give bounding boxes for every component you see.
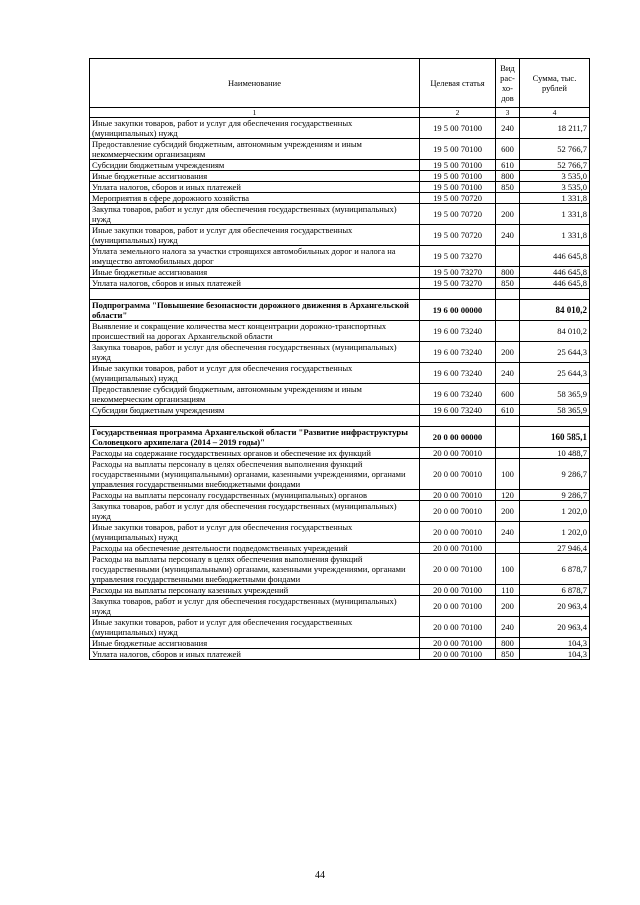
table-row	[90, 321, 590, 342]
sum-cell: 1 331,8	[520, 193, 590, 204]
target-code-cell: 19 5 00 73270	[420, 246, 496, 267]
program-row	[90, 427, 590, 448]
empty-cell	[90, 289, 420, 300]
table-row	[90, 522, 590, 543]
target-code-cell: 20 0 00 70100	[420, 617, 496, 638]
sum-cell: 58 365,9	[520, 384, 590, 405]
column-number-4: 4	[520, 108, 590, 118]
table-row	[90, 617, 590, 638]
name-cell: Иные закупки товаров, работ и услуг для обеспечения государственных (муниципальных) нужд	[90, 225, 420, 246]
table-header-row	[90, 59, 590, 108]
table-row	[90, 459, 590, 490]
target-code-cell: 19 6 00 73240	[420, 363, 496, 384]
table-row	[90, 118, 590, 139]
sum-cell: 446 645,8	[520, 246, 590, 267]
name-cell: Закупка товаров, работ и услуг для обеспечения государственных (муниципальных) нужд	[90, 596, 420, 617]
name-cell: Иные закупки товаров, работ и услуг для обеспечения государственных (муниципальных) нужд	[90, 118, 420, 139]
target-code-cell: 20 0 00 70100	[420, 596, 496, 617]
sum-cell: 25 644,3	[520, 342, 590, 363]
name-cell: Государственная программа Архангельской области "Развитие инфраструктуры Соловецкого архипелага (2014 – 2019 годы)"	[90, 427, 420, 448]
expense-type-cell: 610	[496, 405, 520, 416]
column-number-1: 1	[90, 108, 420, 118]
target-code-cell: 19 5 00 70100	[420, 139, 496, 160]
empty-cell	[420, 289, 496, 300]
sum-cell: 160 585,1	[520, 427, 590, 448]
table-row	[90, 139, 590, 160]
target-code-cell: 20 0 00 70010	[420, 490, 496, 501]
name-cell: Уплата налогов, сборов и иных платежей	[90, 649, 420, 660]
header-expense-type: Вид рас-хо-дов	[496, 59, 520, 108]
target-code-cell: 19 5 00 70100	[420, 182, 496, 193]
header-code: Целевая статья	[420, 59, 496, 108]
column-number-row	[90, 108, 590, 118]
empty-cell	[90, 416, 420, 427]
table-row	[90, 596, 590, 617]
table-row	[90, 543, 590, 554]
sum-cell: 104,3	[520, 649, 590, 660]
sum-cell: 18 211,7	[520, 118, 590, 139]
name-cell: Иные закупки товаров, работ и услуг для обеспечения государственных (муниципальных) нужд	[90, 363, 420, 384]
name-cell: Уплата налогов, сборов и иных платежей	[90, 182, 420, 193]
expense-type-cell	[496, 543, 520, 554]
expense-type-cell: 600	[496, 384, 520, 405]
target-code-cell: 20 0 00 70100	[420, 585, 496, 596]
table-row	[90, 638, 590, 649]
empty-cell	[496, 289, 520, 300]
table-row	[90, 171, 590, 182]
sum-cell: 1 331,8	[520, 204, 590, 225]
sum-cell: 6 878,7	[520, 554, 590, 585]
expense-type-cell: 800	[496, 638, 520, 649]
spacer-row	[90, 289, 590, 300]
spacer-row	[90, 416, 590, 427]
name-cell: Предоставление субсидий бюджетным, автономным учреждениям и иным некоммерческим организациям	[90, 384, 420, 405]
expense-type-cell: 610	[496, 160, 520, 171]
name-cell: Расходы на выплаты персоналу государственных (муниципальных) органов	[90, 490, 420, 501]
expense-type-cell: 850	[496, 278, 520, 289]
expense-type-cell: 240	[496, 522, 520, 543]
name-cell: Уплата налогов, сборов и иных платежей	[90, 278, 420, 289]
target-code-cell: 19 6 00 73240	[420, 321, 496, 342]
name-cell: Иные закупки товаров, работ и услуг для обеспечения государственных (муниципальных) нужд	[90, 522, 420, 543]
expense-type-cell: 110	[496, 585, 520, 596]
name-cell: Расходы на выплаты персоналу в целях обеспечения выполнения функций государственными (муниципальными) органами, казенными учреждениями, органами управления государственными внебюджетными фондами	[90, 554, 420, 585]
sum-cell: 27 946,4	[520, 543, 590, 554]
table-row	[90, 554, 590, 585]
table-row	[90, 363, 590, 384]
sum-cell: 6 878,7	[520, 585, 590, 596]
sum-cell: 3 535,0	[520, 171, 590, 182]
sum-cell: 3 535,0	[520, 182, 590, 193]
column-number-2: 2	[420, 108, 496, 118]
expense-type-cell: 240	[496, 363, 520, 384]
target-code-cell: 20 0 00 70100	[420, 638, 496, 649]
table-row	[90, 649, 590, 660]
sum-cell: 9 286,7	[520, 459, 590, 490]
name-cell: Закупка товаров, работ и услуг для обеспечения государственных (муниципальных) нужд	[90, 342, 420, 363]
sum-cell: 1 202,0	[520, 522, 590, 543]
name-cell: Выявление и сокращение количества мест концентрации дорожно-транспортных происшествий на дорогах Архангельской области	[90, 321, 420, 342]
expense-type-cell	[496, 193, 520, 204]
target-code-cell: 19 5 00 70720	[420, 193, 496, 204]
table-row	[90, 384, 590, 405]
target-code-cell: 20 0 00 70010	[420, 459, 496, 490]
target-code-cell: 19 5 00 70720	[420, 225, 496, 246]
expense-type-cell	[496, 246, 520, 267]
name-cell: Мероприятия в сфере дорожного хозяйства	[90, 193, 420, 204]
table-row	[90, 342, 590, 363]
sum-cell: 1 331,8	[520, 225, 590, 246]
expense-type-cell: 850	[496, 182, 520, 193]
expense-type-cell: 240	[496, 118, 520, 139]
expense-type-cell	[496, 427, 520, 448]
expense-type-cell: 600	[496, 139, 520, 160]
expense-type-cell: 850	[496, 649, 520, 660]
budget-table-body	[90, 59, 590, 660]
name-cell: Закупка товаров, работ и услуг для обеспечения государственных (муниципальных) нужд	[90, 204, 420, 225]
name-cell: Расходы на содержание государственных органов и обеспечение их функций	[90, 448, 420, 459]
sum-cell: 84 010,2	[520, 300, 590, 321]
expense-type-cell: 100	[496, 554, 520, 585]
target-code-cell: 20 0 00 70100	[420, 543, 496, 554]
table-row	[90, 278, 590, 289]
expense-type-cell: 240	[496, 617, 520, 638]
name-cell: Подпрограмма "Повышение безопасности дорожного движения в Архангельской области"	[90, 300, 420, 321]
page-number: 44	[315, 870, 325, 881]
budget-sheet	[89, 58, 589, 660]
target-code-cell: 19 6 00 73240	[420, 384, 496, 405]
target-code-cell: 19 5 00 70100	[420, 118, 496, 139]
table-row	[90, 405, 590, 416]
name-cell: Субсидии бюджетным учреждениям	[90, 405, 420, 416]
expense-type-cell: 800	[496, 171, 520, 182]
budget-table	[89, 58, 590, 660]
target-code-cell: 19 6 00 00000	[420, 300, 496, 321]
empty-cell	[520, 416, 590, 427]
table-row	[90, 585, 590, 596]
table-row	[90, 193, 590, 204]
target-code-cell: 19 5 00 70100	[420, 160, 496, 171]
sum-cell: 58 365,9	[520, 405, 590, 416]
name-cell: Закупка товаров, работ и услуг для обеспечения государственных (муниципальных) нужд	[90, 501, 420, 522]
sum-cell: 1 202,0	[520, 501, 590, 522]
header-sum: Сумма, тыс. рублей	[520, 59, 590, 108]
sum-cell: 20 963,4	[520, 617, 590, 638]
expense-type-cell: 120	[496, 490, 520, 501]
expense-type-cell: 200	[496, 596, 520, 617]
name-cell: Расходы на выплаты персоналу в целях обеспечения выполнения функций государственными (муниципальными) органами, казенными учреждениями, органами управления государственными внебюджетными фондами	[90, 459, 420, 490]
target-code-cell: 19 5 00 73270	[420, 278, 496, 289]
name-cell: Иные бюджетные ассигнования	[90, 638, 420, 649]
table-row	[90, 448, 590, 459]
target-code-cell: 19 6 00 73240	[420, 342, 496, 363]
name-cell: Предоставление субсидий бюджетным, автономным учреждениям и иным некоммерческим организациям	[90, 139, 420, 160]
sum-cell: 9 286,7	[520, 490, 590, 501]
sum-cell: 25 644,3	[520, 363, 590, 384]
column-number-3: 3	[496, 108, 520, 118]
empty-cell	[420, 416, 496, 427]
table-row	[90, 160, 590, 171]
target-code-cell: 20 0 00 00000	[420, 427, 496, 448]
name-cell: Субсидии бюджетным учреждениям	[90, 160, 420, 171]
table-row	[90, 225, 590, 246]
sum-cell: 446 645,8	[520, 278, 590, 289]
table-row	[90, 267, 590, 278]
sum-cell: 52 766,7	[520, 160, 590, 171]
table-row	[90, 182, 590, 193]
name-cell: Уплата земельного налога за участки строящихся автомобильных дорог и налога на имущество автомобильных дорог	[90, 246, 420, 267]
target-code-cell: 20 0 00 70010	[420, 501, 496, 522]
target-code-cell: 19 5 00 70100	[420, 171, 496, 182]
program-row	[90, 300, 590, 321]
name-cell: Иные бюджетные ассигнования	[90, 267, 420, 278]
expense-type-cell: 800	[496, 267, 520, 278]
target-code-cell: 19 6 00 73240	[420, 405, 496, 416]
target-code-cell: 20 0 00 70100	[420, 554, 496, 585]
name-cell: Расходы на выплаты персоналу казенных учреждений	[90, 585, 420, 596]
expense-type-cell: 200	[496, 501, 520, 522]
target-code-cell: 20 0 00 70100	[420, 649, 496, 660]
name-cell: Иные бюджетные ассигнования	[90, 171, 420, 182]
sum-cell: 10 488,7	[520, 448, 590, 459]
sum-cell: 84 010,2	[520, 321, 590, 342]
expense-type-cell: 240	[496, 225, 520, 246]
sum-cell: 446 645,8	[520, 267, 590, 278]
table-row	[90, 490, 590, 501]
target-code-cell: 20 0 00 70010	[420, 522, 496, 543]
expense-type-cell	[496, 321, 520, 342]
target-code-cell: 19 5 00 70720	[420, 204, 496, 225]
name-cell: Иные закупки товаров, работ и услуг для обеспечения государственных (муниципальных) нужд	[90, 617, 420, 638]
empty-cell	[520, 289, 590, 300]
expense-type-cell: 100	[496, 459, 520, 490]
expense-type-cell: 200	[496, 204, 520, 225]
empty-cell	[496, 416, 520, 427]
sum-cell: 20 963,4	[520, 596, 590, 617]
expense-type-cell	[496, 448, 520, 459]
expense-type-cell: 200	[496, 342, 520, 363]
sum-cell: 104,3	[520, 638, 590, 649]
target-code-cell: 20 0 00 70010	[420, 448, 496, 459]
table-row	[90, 501, 590, 522]
expense-type-cell	[496, 300, 520, 321]
target-code-cell: 19 5 00 73270	[420, 267, 496, 278]
table-row	[90, 246, 590, 267]
sum-cell: 52 766,7	[520, 139, 590, 160]
name-cell: Расходы на обеспечение деятельности подведомственных учреждений	[90, 543, 420, 554]
table-row	[90, 204, 590, 225]
header-name: Наименование	[90, 59, 420, 108]
